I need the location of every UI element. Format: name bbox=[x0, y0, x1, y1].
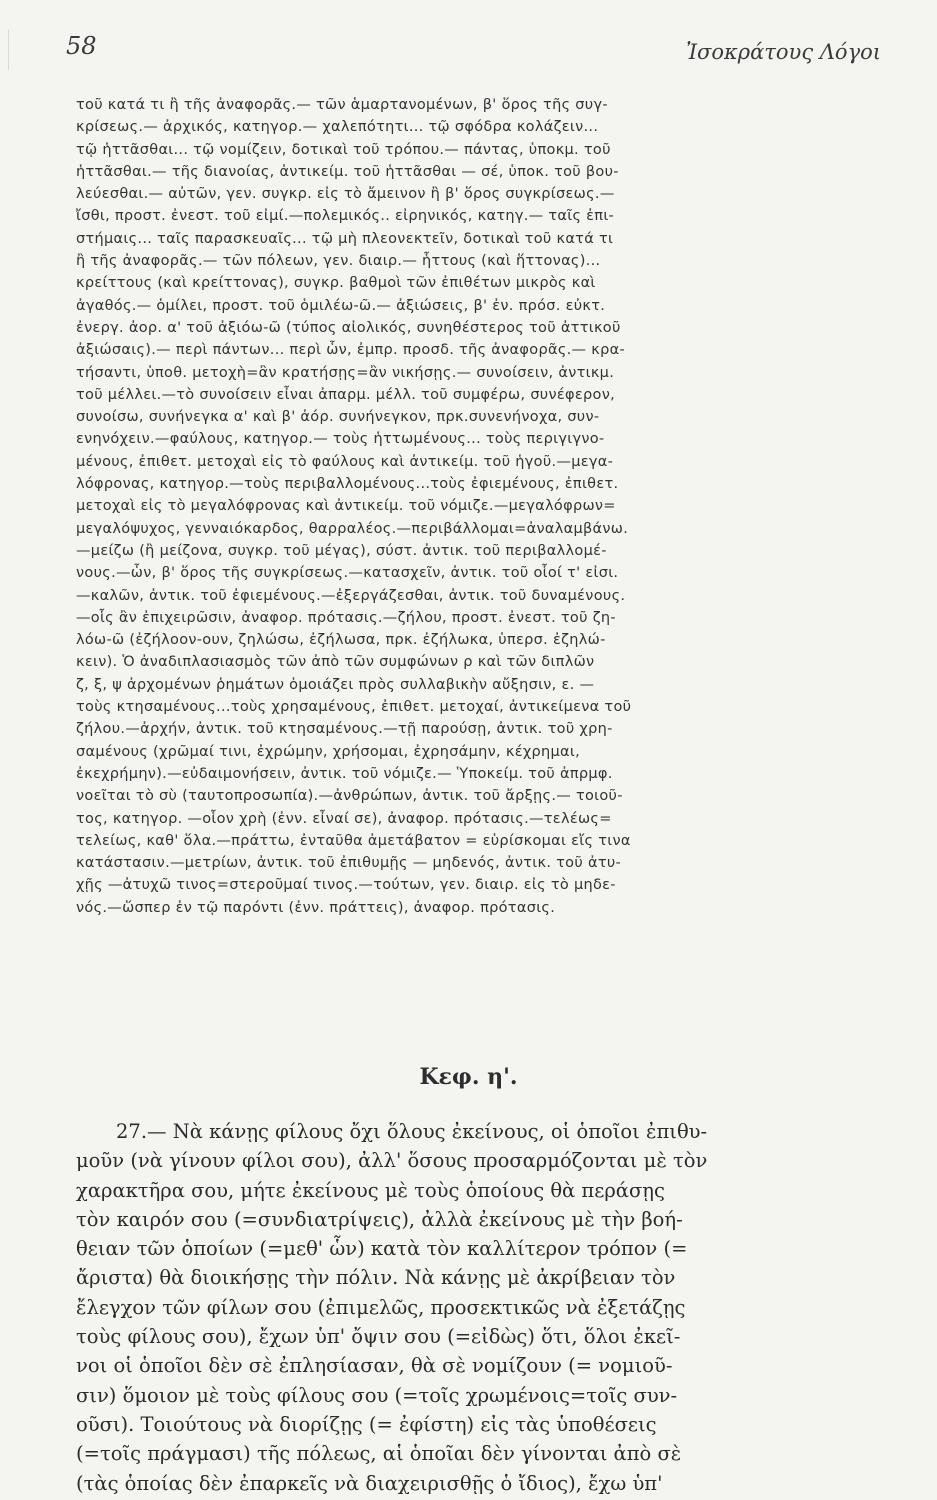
commentary-line: λεύεσθαι.— αὐτῶν, γεν. συγκρ. εἰς τὸ ἄμεινον ἢ β' ὅρος συγκρίσεως.— bbox=[76, 186, 615, 203]
text-line: (=τοῖς πράγμασι) τῆς πόλεως, αἱ ὁποῖαι δὲν γίνονται ἀπὸ σὲ bbox=[76, 1442, 682, 1466]
text-line: χαρακτῆρα σου, μήτε ἐκείνους μὲ τοὺς ὁποίους θὰ περάσῃς bbox=[76, 1178, 665, 1202]
text-line: ἔλεγχον τῶν φίλων σου (ἐπιμελῶς, προσεκτικῶς νὰ ἐξετάζῃς bbox=[76, 1295, 686, 1319]
text-line: (τὰς ὁποίας δὲν ἐπαρκεῖς νὰ διαχειρισθῇς ὁ ἴδιος), ἔχω ὑπ' bbox=[76, 1471, 663, 1495]
commentary-line: —μείζω (ἢ μείζονα, συγκρ. τοῦ μέγας), σύστ. ἀντικ. τοῦ περιβαλλομέ- bbox=[76, 542, 607, 559]
commentary-line: τος, κατηγορ. —οἷον χρὴ (ἐνν. εἶναί σε), ἀναφορ. πρότασις.—τελέως= bbox=[76, 810, 612, 827]
running-title: Ἰσοκράτους Λόγοι bbox=[686, 40, 881, 64]
commentary-line: τήσαντι, ὑποθ. μετοχὴ=ἂν κρατήσῃς=ἂν νικήσῃς.— συνοίσειν, ἀντικμ. bbox=[76, 364, 615, 381]
commentary-line: ζ, ξ, ψ ἀρχομένων ῥημάτων ὁμοιάζει πρὸς συλλαβικὴν αὔξησιν, ε. — bbox=[76, 676, 595, 693]
commentary-line: νός.—ὥσπερ ἐν τῷ παρόντι (ἐνν. πράττεις), ἀναφορ. πρότασις. bbox=[76, 899, 556, 916]
text-line: ἄριστα) θὰ διοικήσῃς τὴν πόλιν. Νὰ κάνῃς μὲ ἀκρίβειαν τὸν bbox=[76, 1266, 676, 1290]
commentary-line: ἀγαθός.— ὁμίλει, προστ. τοῦ ὁμιλέω-ῶ.— ἀξιώσεις, β' ἐν. πρόσ. εὐκτ. bbox=[76, 297, 606, 314]
text-line: νοι οἱ ὁποῖοι δὲν σὲ ἐπλησίασαν, θὰ σὲ νομίζουν (= νομιοῦ- bbox=[76, 1354, 673, 1378]
commentary-line: κατάστασιν.—μετρίων, ἀντικ. τοῦ ἐπιθυμῇς — μηδενός, ἀντικ. τοῦ ἀτυ- bbox=[76, 855, 622, 872]
commentary-line: ἐνεργ. ἀορ. α' τοῦ ἀξιόω-ῶ (τύπος αἰολικός, συνηθέστερος τοῦ ἀττικοῦ bbox=[76, 319, 621, 336]
commentary-line: —καλῶν, ἀντικ. τοῦ ἐφιεμένους.—ἐξεργάζεσθαι, ἀντικ. τοῦ δυναμένους. bbox=[76, 587, 626, 604]
commentary-line: τελείως, καθ' ὅλα.—πράττω, ἐνταῦθα ἀμετάβατον = εὑρίσκομαι εἴς τινα bbox=[76, 832, 631, 849]
commentary-line: κρίσεως.— ἀρχικός, κατηγορ.— χαλεπότητι... τῷ σφόδρα κολάζειν... bbox=[76, 119, 599, 136]
commentary-line: ενηνόχειν.—φαύλους, κατηγορ.— τοὺς ἡττωμένους... τοὺς περιγιγνο- bbox=[76, 431, 605, 448]
commentary-line: ἡττᾶσθαι.— τῆς διανοίας, ἀντικείμ. τοῦ ἡττᾶσθαι — σέ, ὑποκ. τοῦ βου- bbox=[76, 163, 619, 180]
commentary-line: κειν). Ὁ ἀναδιπλασιασμὸς τῶν ἀπὸ τῶν συμφώνων ρ καὶ τῶν διπλῶν bbox=[76, 654, 595, 671]
text-line: μοῦν (νὰ γίνουν φίλοι σου), ἀλλ' ὅσους προσαρμόζονται μὲ τὸν bbox=[76, 1149, 708, 1173]
commentary-line: —οἷς ἂν ἐπιχειρῶσιν, ἀναφορ. πρότασις.—ζήλου, προστ. ἐνεστ. τοῦ ζη- bbox=[76, 609, 616, 626]
commentary-line: στήμαις... ταῖς παρασκευαῖς... τῷ μὴ πλεονεκτεῖν, δοτικαὶ τοῦ κατά τι bbox=[76, 230, 614, 247]
commentary-line: τοῦ κατά τι ἢ τῆς ἀναφορᾶς.— τῶν ἁμαρτανομένων, β' ὅρος τῆς συγ- bbox=[76, 97, 608, 113]
page-number: 58 bbox=[66, 32, 97, 60]
commentary-line: τοὺς κτησαμένους...τοὺς χρησαμένους, ἐπιθετ. μετοχαί, ἀντικείμενα τοῦ bbox=[76, 699, 632, 716]
commentary-line: μένους, ἐπιθετ. μετοχαὶ εἰς τὸ φαύλους καὶ ἀντικείμ. τοῦ ἡγοῦ.—μεγα- bbox=[76, 453, 614, 470]
text-line: 27.— Νὰ κάνῃς φίλους ὄχι ὅλους ἐκείνους, οἱ ὁποῖοι ἐπιθυ- bbox=[116, 1120, 708, 1143]
commentary-line: νους.—ὧν, β' ὅρος τῆς συγκρίσεως.—κατασχεῖν, ἀντικ. τοῦ οἷοί τ' εἰσι. bbox=[76, 565, 619, 582]
chapter-heading: Κεφ. η'. bbox=[419, 1064, 518, 1090]
text-line: θειαν τῶν ὁποίων (=μεθ' ὧν) κατὰ τὸν καλλίτερον τρόπον (= bbox=[76, 1237, 688, 1261]
commentary-notes bbox=[76, 94, 879, 919]
commentary-line: συνοίσω, συνήνεγκα α' καὶ β' ἀόρ. συνήνεγκον, πρκ.συνενήνοχα, συν- bbox=[76, 409, 600, 426]
commentary-line: τοῦ μέλλει.—τὸ συνοίσειν εἶναι ἀπαρμ. μέλλ. τοῦ συμφέρω, συνέφερον, bbox=[76, 386, 616, 403]
commentary-line: νοεῖται τὸ σὺ (ταυτοπροσωπία).—ἀνθρώπων, ἀντικ. τοῦ ἄρξῃς.— τοιοῦ- bbox=[76, 788, 623, 805]
commentary-line: ἐκεχρήμην).—εὐδαιμονήσειν, ἀντικ. τοῦ νόμιζε.— Ὑποκείμ. τοῦ ἀπρμφ. bbox=[76, 765, 613, 782]
commentary-line: μετοχαὶ εἰς τὸ μεγαλόφρονας καὶ ἀντικείμ. τοῦ νόμιζε.—μεγαλόφρων= bbox=[76, 498, 616, 515]
commentary-line: χῇς —ἀτυχῶ τινος=στεροῦμαί τινος.—τούτων, γεν. διαιρ. εἰς τὸ μηδε- bbox=[76, 877, 616, 894]
commentary-line: σαμένους (χρῶμαί τινι, ἐχρώμην, χρήσομαι, ἐχρησάμην, κέχρημαι, bbox=[76, 743, 581, 760]
commentary-line: κρείττους (καὶ κρείττονας), συγκρ. βαθμοὶ τῶν ἐπιθέτων μικρὸς καὶ bbox=[76, 275, 596, 292]
commentary-line: τῷ ἡττᾶσθαι... τῷ νομίζειν, δοτικαὶ τοῦ τρόπου.— πάντας, ὑποκμ. τοῦ bbox=[76, 141, 611, 158]
text-line: τοὺς φίλους σου), ἔχων ὑπ' ὄψιν σου (=εἰδὼς) ὅτι, ὅλοι ἐκεῖ- bbox=[76, 1325, 681, 1349]
commentary-line: ζήλου.—ἀρχήν, ἀντικ. τοῦ κτησαμένους.—τῇ παρούσῃ, ἀντικ. τοῦ χρη- bbox=[76, 721, 613, 738]
page-edge-mark bbox=[8, 30, 9, 70]
text-line: σιν) ὅμοιον μὲ τοὺς φίλους σου (=τοῖς χρωμένοις=τοῖς συν- bbox=[76, 1383, 678, 1407]
commentary-line: ἴσθι, προστ. ἐνεστ. τοῦ εἰμί.—πολεμικός.. εἰρηνικός, κατηγ.— ταῖς ἐπι- bbox=[76, 208, 615, 225]
commentary-line: ἀξιώσαις).— περὶ πάντων... περὶ ὧν, ἐμπρ. προσδ. τῆς ἀναφορᾶς.— κρα- bbox=[76, 342, 625, 359]
commentary-line: μεγαλόψυχος, γενναιόκαρδος, θαρραλέος.—περιβάλλομαι=ἀναλαμβάνω. bbox=[76, 520, 629, 537]
text-line: οῦσι). Τοιούτους νὰ διορίζῃς (= ἐφίστη) εἰς τὰς ὑποθέσεις bbox=[76, 1412, 657, 1436]
commentary-line: λόω-ῶ (ἐζήλοον-ουν, ζηλώσω, ἐζήλωσα, πρκ. ἐζήλωκα, ὑπερσ. ἐζηλώ- bbox=[76, 632, 606, 649]
commentary-line: ἢ τῆς ἀναφορᾶς.— τῶν πόλεων, γεν. διαιρ.— ἧττους (καὶ ἥττονας)... bbox=[76, 253, 601, 270]
translation-text bbox=[76, 1117, 891, 1498]
commentary-line: λόφρονας, κατηγορ.—τοὺς περιβαλλομένους...τοὺς ἐφιεμένους, ἐπιθετ. bbox=[76, 476, 619, 493]
text-line: τὸν καιρόν σου (=συνδιατρίψεις), ἀλλὰ ἐκείνους μὲ τὴν βοή- bbox=[76, 1207, 683, 1231]
